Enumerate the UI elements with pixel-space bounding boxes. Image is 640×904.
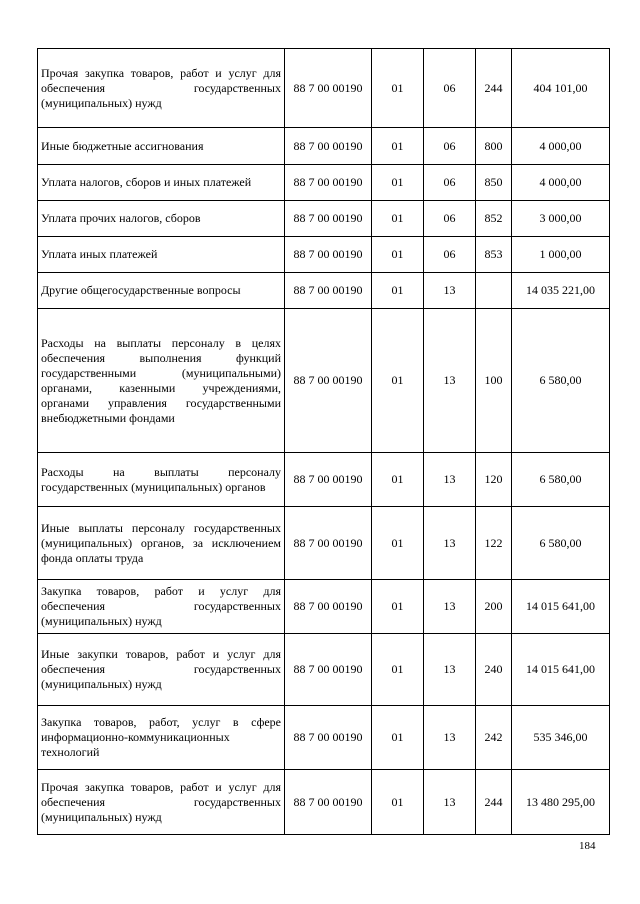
expense-type-cell: 242 [476,706,512,770]
expense-type-cell: 240 [476,634,512,706]
section-cell: 01 [372,49,424,128]
target-article-cell: 88 7 00 00190 [285,49,372,128]
table-row [38,770,610,835]
target-article-cell: 88 7 00 00190 [285,706,372,770]
subsection-cell: 13 [424,507,476,580]
section-cell: 01 [372,453,424,507]
expense-name-cell: Другие общегосударственные вопросы [38,273,285,309]
target-article-cell: 88 7 00 00190 [285,580,372,634]
expense-name-cell: Расходы на выплаты персоналу государственных (муниципальных) органов [38,453,285,507]
target-article-cell: 88 7 00 00190 [285,273,372,309]
expense-name-cell: Уплата прочих налогов, сборов [38,201,285,237]
amount-cell: 3 000,00 [512,201,610,237]
target-article-cell: 88 7 00 00190 [285,770,372,835]
expense-name-cell: Иные закупки товаров, работ и услуг для обеспечения государственных (муниципальных) нужд [38,634,285,706]
subsection-cell: 13 [424,770,476,835]
table-row [38,128,610,165]
section-cell: 01 [372,237,424,273]
budget-table [37,48,610,835]
section-cell: 01 [372,128,424,165]
amount-cell: 13 480 295,00 [512,770,610,835]
amount-cell: 535 346,00 [512,706,610,770]
subsection-cell: 13 [424,453,476,507]
section-cell: 01 [372,273,424,309]
target-article-cell: 88 7 00 00190 [285,634,372,706]
expense-name-cell: Иные выплаты персоналу государственных (муниципальных) органов, за исключением фонда оплаты труда [38,507,285,580]
expense-type-cell: 244 [476,49,512,128]
target-article-cell: 88 7 00 00190 [285,507,372,580]
section-cell: 01 [372,201,424,237]
amount-cell: 6 580,00 [512,507,610,580]
section-cell: 01 [372,770,424,835]
amount-cell: 4 000,00 [512,165,610,201]
expense-name-cell: Прочая закупка товаров, работ и услуг для обеспечения государственных (муниципальных) нужд [38,49,285,128]
subsection-cell: 06 [424,128,476,165]
expense-name-cell: Уплата налогов, сборов и иных платежей [38,165,285,201]
expense-name-cell: Закупка товаров, работ, услуг в сфере информационно-коммуникационных технологий [38,706,285,770]
table-row [38,309,610,453]
subsection-cell: 06 [424,165,476,201]
amount-cell: 1 000,00 [512,237,610,273]
target-article-cell: 88 7 00 00190 [285,309,372,453]
section-cell: 01 [372,507,424,580]
amount-cell: 14 035 221,00 [512,273,610,309]
amount-cell: 404 101,00 [512,49,610,128]
amount-cell: 6 580,00 [512,309,610,453]
target-article-cell: 88 7 00 00190 [285,201,372,237]
expense-type-cell [476,273,512,309]
table-row [38,634,610,706]
target-article-cell: 88 7 00 00190 [285,165,372,201]
expense-type-cell: 850 [476,165,512,201]
subsection-cell: 13 [424,273,476,309]
subsection-cell: 06 [424,237,476,273]
table-row [38,507,610,580]
amount-cell: 4 000,00 [512,128,610,165]
subsection-cell: 13 [424,634,476,706]
expense-name-cell: Расходы на выплаты персоналу в целях обеспечения выполнения функций государственными (муниципальными) органами, казенными учреждениями, органами управления государственными внебюджетными фондами [38,309,285,453]
table-row [38,273,610,309]
amount-cell: 14 015 641,00 [512,580,610,634]
expense-type-cell: 122 [476,507,512,580]
expense-name-cell: Уплата иных платежей [38,237,285,273]
section-cell: 01 [372,580,424,634]
target-article-cell: 88 7 00 00190 [285,128,372,165]
section-cell: 01 [372,309,424,453]
table-row [38,165,610,201]
page-number: 184 [579,840,596,852]
subsection-cell: 13 [424,309,476,453]
subsection-cell: 13 [424,706,476,770]
target-article-cell: 88 7 00 00190 [285,237,372,273]
table-row [38,453,610,507]
amount-cell: 6 580,00 [512,453,610,507]
expense-name-cell: Закупка товаров, работ и услуг для обеспечения государственных (муниципальных) нужд [38,580,285,634]
expense-type-cell: 852 [476,201,512,237]
amount-cell: 14 015 641,00 [512,634,610,706]
subsection-cell: 06 [424,49,476,128]
table-row [38,706,610,770]
table-row [38,237,610,273]
subsection-cell: 06 [424,201,476,237]
expense-type-cell: 853 [476,237,512,273]
expense-type-cell: 244 [476,770,512,835]
table-row [38,580,610,634]
section-cell: 01 [372,634,424,706]
table-row [38,49,610,128]
table-row [38,201,610,237]
target-article-cell: 88 7 00 00190 [285,453,372,507]
section-cell: 01 [372,706,424,770]
subsection-cell: 13 [424,580,476,634]
expense-type-cell: 120 [476,453,512,507]
expense-type-cell: 800 [476,128,512,165]
expense-type-cell: 100 [476,309,512,453]
expense-name-cell: Иные бюджетные ассигнования [38,128,285,165]
section-cell: 01 [372,165,424,201]
expense-type-cell: 200 [476,580,512,634]
expense-name-cell: Прочая закупка товаров, работ и услуг для обеспечения государственных (муниципальных) нужд [38,770,285,835]
